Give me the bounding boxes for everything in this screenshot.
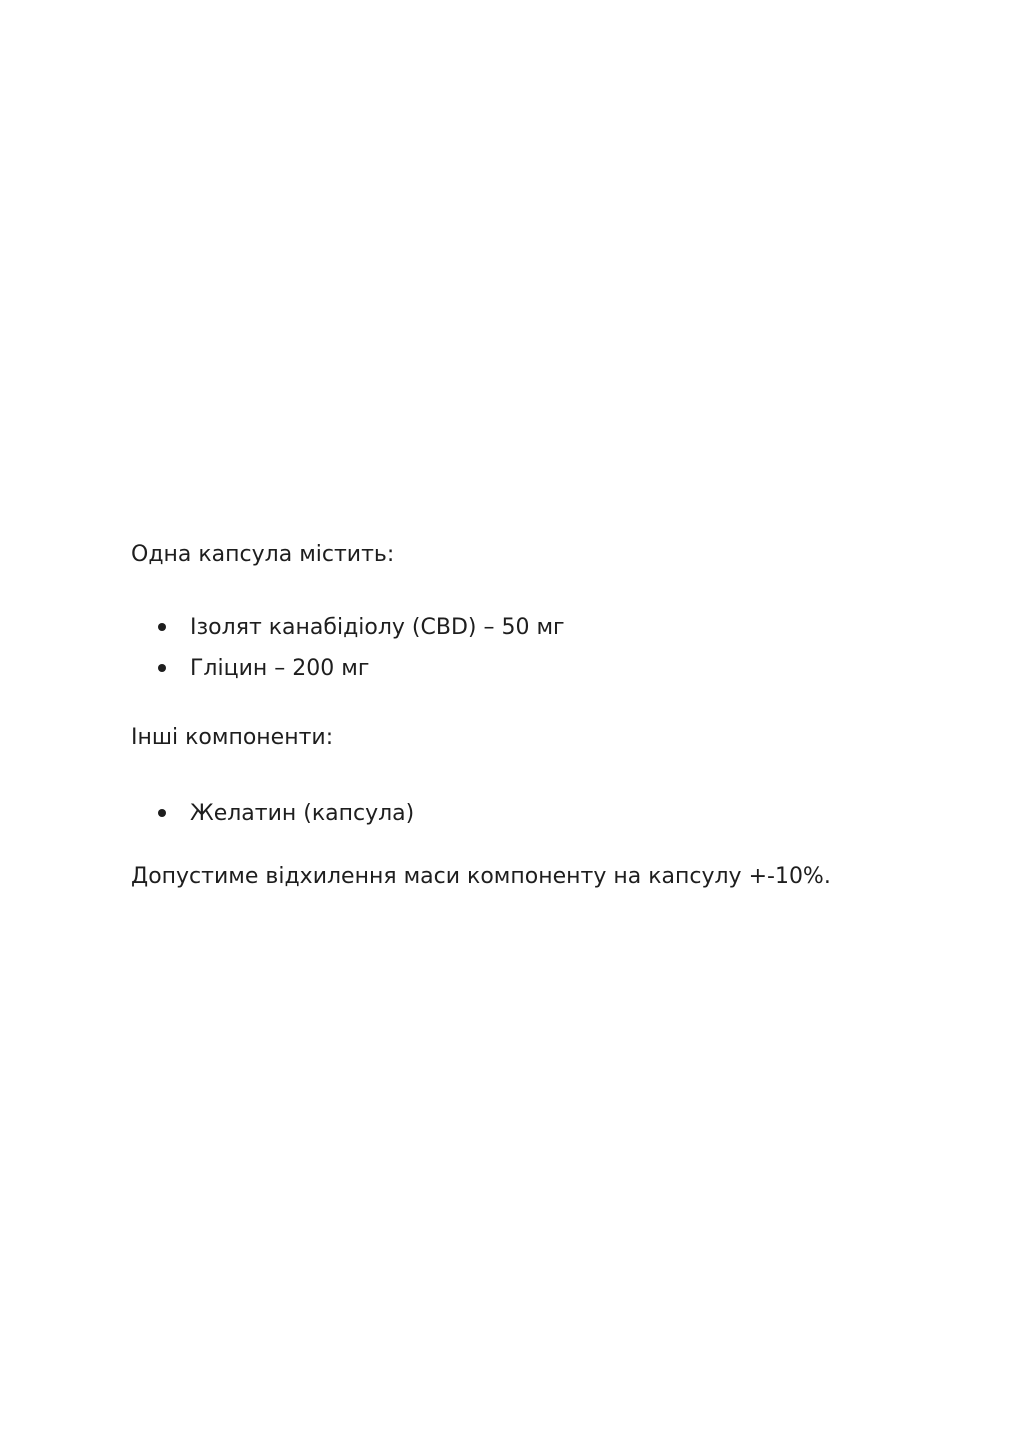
bullet-icon: [158, 809, 166, 817]
ingredient-gelatin: Желатин (капсула): [190, 801, 415, 826]
list-item: [131, 607, 951, 648]
other-components-heading: Інші компоненти:: [131, 725, 334, 750]
ingredient-cbd: Ізолят канабідіолу (CBD) – 50 мг: [190, 615, 565, 640]
other-ingredients-list: [131, 793, 951, 834]
tolerance-note: Допустиме відхилення маси компоненту на капсулу +-10%.: [131, 864, 831, 889]
list-item: [131, 648, 951, 689]
active-ingredients-list: [131, 607, 951, 689]
intro-text: Одна капсула містить:: [131, 542, 395, 567]
bullet-icon: [158, 664, 166, 672]
bullet-icon: [158, 623, 166, 631]
list-item: [131, 793, 951, 834]
ingredient-glycine: Гліцин – 200 мг: [190, 656, 370, 681]
document-body: [131, 538, 951, 894]
